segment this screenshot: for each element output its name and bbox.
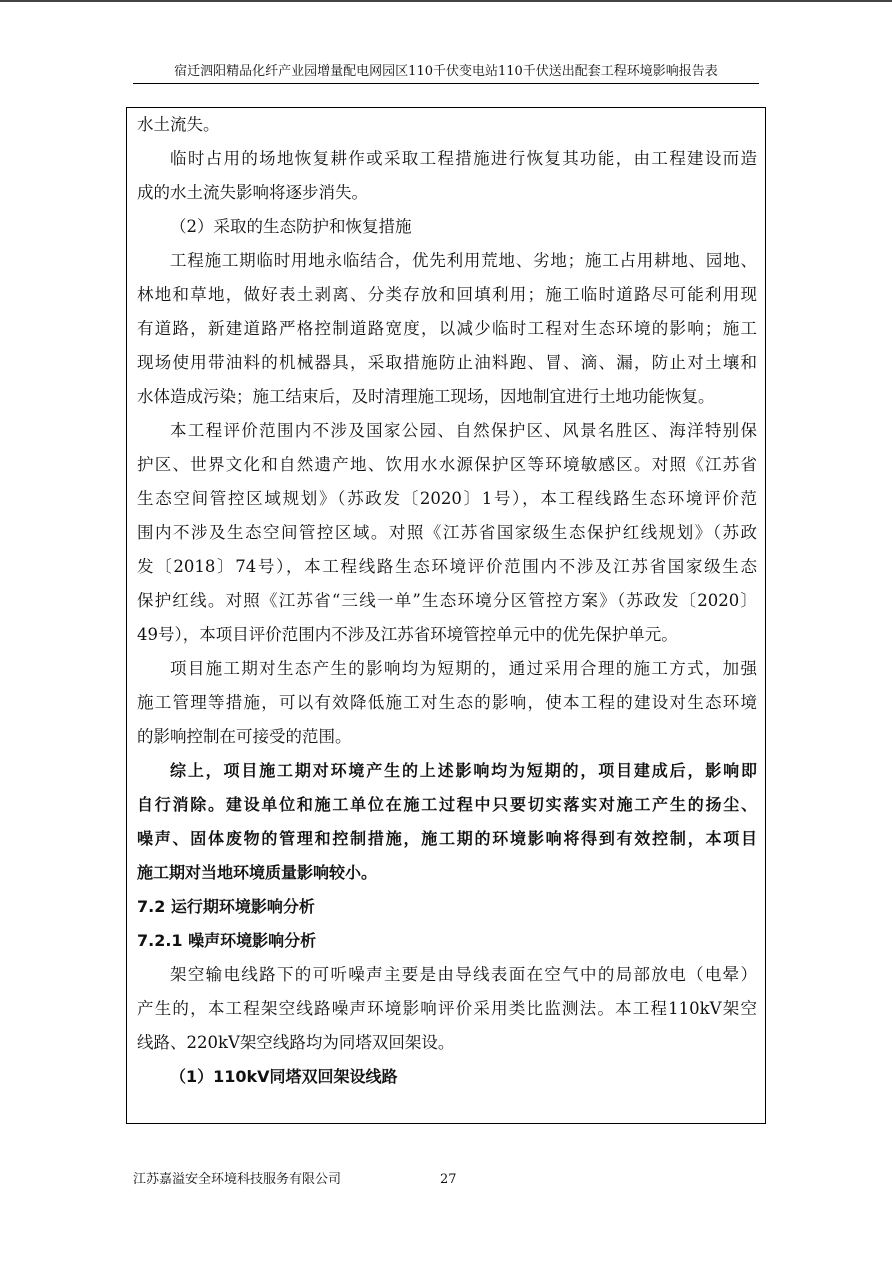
paragraph-line: 现场使用带油料的机械器具，采取措施防止油料跑、冒、滴、漏，防止对土壤和: [137, 353, 757, 372]
paragraph-line: 林地和草地，做好表土剥离、分类存放和回填利用；施工临时道路尽可能利用现: [137, 285, 757, 304]
paragraph-line: 本工程评价范围内不涉及国家公园、自然保护区、风景名胜区、海洋特别保: [170, 421, 757, 440]
summary-line: 综上，项目施工期对环境产生的上述影响均为短期的，项目建成后，影响即: [170, 761, 757, 780]
document-header-title: 宿迁泗阳精品化纤产业园增量配电网园区110千伏变电站110千伏送出配套工程环境影响报告表: [174, 64, 718, 79]
footer-company: 江苏嘉溢安全环境科技服务有限公司: [133, 1172, 342, 1187]
page-top-border: [0, 0, 892, 2]
summary-line: 噪声、固体废物的管理和控制措施，施工期的环境影响将得到有效控制，本项目: [137, 829, 757, 848]
paragraph-line: 水体造成污染；施工结束后，及时清理施工现场，因地制宜进行土地功能恢复。: [137, 387, 715, 406]
content-body: [137, 108, 757, 1094]
paragraph-line: 临时占用的场地恢复耕作或采取工程措施进行恢复其功能，由工程建设而造: [170, 149, 757, 168]
paragraph-line: 有道路，新建道路严格控制道路宽度，以减少临时工程对生态环境的影响；施工: [137, 319, 757, 338]
paragraph-line: 项目施工期对生态产生的影响均为短期的，通过采用合理的施工方式，加强: [170, 659, 757, 678]
paragraph-line: 成的水土流失影响将逐步消失。: [137, 183, 368, 202]
paragraph-line: 护区、世界文化和自然遗产地、饮用水水源保护区等环境敏感区。对照《江苏省: [137, 455, 757, 474]
paragraph-line: 工程施工期临时用地永临结合，优先利用荒地、劣地；施工占用耕地、园地、: [170, 251, 757, 270]
paragraph-line: 架空输电线路下的可听噪声主要是由导线表面在空气中的局部放电（电晕）: [170, 965, 757, 984]
page-number: 27: [440, 1172, 457, 1187]
paragraph-line: 的影响控制在可接受的范围。: [137, 727, 352, 746]
paragraph-line: 生态空间管控区域规划》（苏政发〔2020〕1号），本工程线路生态环境评价范: [137, 489, 757, 508]
paragraph-line: 发〔2018〕74号），本工程线路生态环境评价范围内不涉及江苏省国家级生态: [137, 557, 757, 576]
paragraph-line: 保护红线。对照《江苏省“三线一单”生态环境分区管控方案》（苏政发〔2020〕: [137, 591, 757, 610]
summary-line: 自行消除。建设单位和施工单位在施工过程中只要切实落实对施工产生的扬尘、: [137, 795, 757, 814]
subsection-heading: 7.2.1 噪声环境影响分析: [137, 931, 317, 950]
paragraph-line: 水土流失。: [137, 115, 220, 134]
summary-line: 施工期对当地环境质量影响较小。: [137, 863, 378, 882]
item-heading: （1）110kV同塔双回架设线路: [170, 1067, 398, 1086]
paragraph-line: 围内不涉及生态空间管控区域。对照《江苏省国家级生态保护红线规划》（苏政: [137, 523, 757, 542]
paragraph-line: 线路、220kV架空线路均为同塔双回架设。: [137, 1033, 455, 1052]
section-subheading: （2）采取的生态防护和恢复措施: [170, 217, 412, 236]
paragraph-line: 49号），本项目评价范围内不涉及江苏省环境管控单元中的优先保护单元。: [137, 625, 678, 644]
header-rule: [133, 83, 759, 84]
section-heading: 7.2 运行期环境影响分析: [137, 897, 315, 916]
paragraph-line: 产生的，本工程架空线路噪声环境影响评价采用类比监测法。本工程110kV架空: [137, 999, 757, 1018]
paragraph-line: 施工管理等措施，可以有效降低施工对生态的影响，使本工程的建设对生态环境: [137, 693, 757, 712]
content-frame: [126, 107, 766, 1124]
